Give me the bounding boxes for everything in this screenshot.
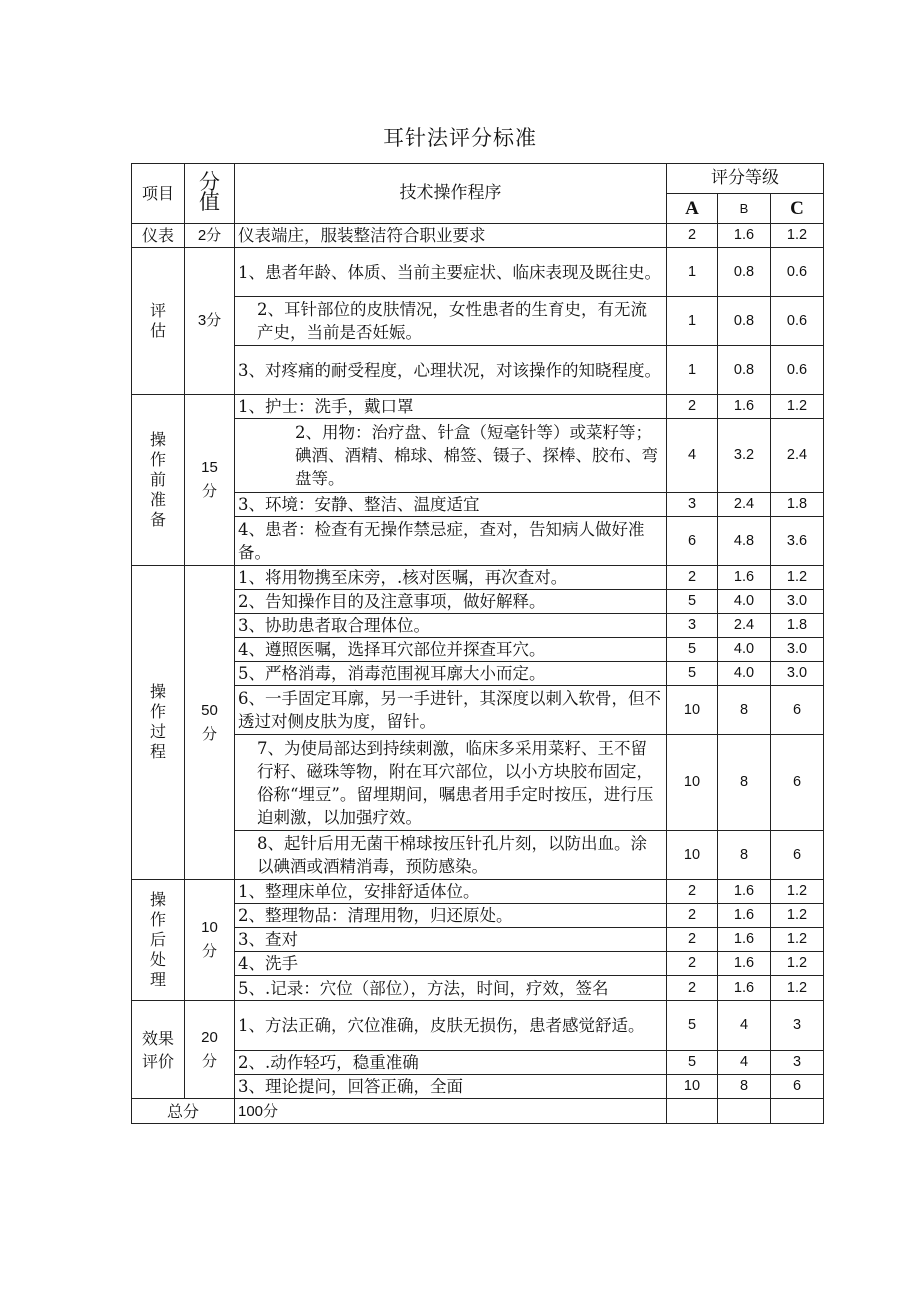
evaluation-score: 20分: [185, 1001, 235, 1099]
appearance-grade-a: 2: [667, 224, 718, 248]
preparation-procedure: 2、用物：治疗盘、针盒（短毫针等）或菜籽等；碘酒、酒精、棉球、棉签、镊子、探棒、胶布、弯盘等。: [235, 419, 667, 493]
assessment-grade-b: 0.8: [718, 248, 771, 297]
process-procedure: 8、起针后用无菌干棉球按压针孔片刻，以防出血。涂以碘酒或酒精消毒，预防感染。: [235, 831, 667, 880]
process-row: [132, 590, 824, 614]
assessment-grade-c: 0.6: [771, 297, 824, 346]
process-grade-a: 2: [667, 566, 718, 590]
post-procedure: 5、.记录：穴位（部位），方法，时间，疗效，签名: [235, 976, 667, 1001]
process-grade-c: 1.8: [771, 614, 824, 638]
post-row: [132, 952, 824, 976]
process-grade-b: 8: [718, 686, 771, 735]
evaluation-grade-c: 3: [771, 1001, 824, 1051]
evaluation-grade-a: 10: [667, 1075, 718, 1099]
post-grade-c: 1.2: [771, 928, 824, 952]
header-grade: 评分等级: [667, 164, 824, 194]
process-grade-c: 3.0: [771, 590, 824, 614]
preparation-row: [132, 395, 824, 419]
post-grade-c: 1.2: [771, 952, 824, 976]
total-label: 总分: [132, 1099, 235, 1124]
process-row: [132, 735, 824, 831]
process-grade-b: 4.0: [718, 638, 771, 662]
process-grade-c: 3.0: [771, 638, 824, 662]
process-procedure: 7、为使局部达到持续刺激，临床多采用菜籽、王不留行籽、磁珠等物，附在耳穴部位，以小方块胶布固定，俗称“埋豆”。留埋期间，嘱患者用手定时按压，进行压迫刺激，以加强疗效。: [235, 735, 667, 831]
preparation-grade-c: 1.2: [771, 395, 824, 419]
assessment-row: [132, 248, 824, 297]
assessment-procedure: 2、耳针部位的皮肤情况，女性患者的生育史，有无流产史，当前是否妊娠。: [235, 297, 667, 346]
assessment-grade-c: 0.6: [771, 248, 824, 297]
evaluation-procedure: 2、.动作轻巧，稳重准确: [235, 1051, 667, 1075]
total-row: [132, 1099, 824, 1124]
preparation-grade-c: 2.4: [771, 419, 824, 493]
total-value: 100分: [235, 1099, 667, 1124]
assessment-grade-c: 0.6: [771, 346, 824, 395]
assessment-grade-b: 0.8: [718, 346, 771, 395]
header-row-1: [132, 164, 824, 194]
process-grade-a: 3: [667, 614, 718, 638]
post-procedure: 3、查对: [235, 928, 667, 952]
appearance-score: 2分: [185, 224, 235, 248]
header-grade-c: C: [771, 194, 824, 224]
post-grade-b: 1.6: [718, 904, 771, 928]
process-score: 50分: [185, 566, 235, 880]
preparation-grade-b: 1.6: [718, 395, 771, 419]
preparation-row: [132, 419, 824, 493]
post-grade-a: 2: [667, 952, 718, 976]
process-grade-c: 1.2: [771, 566, 824, 590]
total-grade-b: [718, 1099, 771, 1124]
process-grade-a: 5: [667, 638, 718, 662]
evaluation-row: [132, 1051, 824, 1075]
process-grade-c: 6: [771, 831, 824, 880]
assessment-grade-a: 1: [667, 248, 718, 297]
assessment-row: [132, 297, 824, 346]
evaluation-row: [132, 1075, 824, 1099]
preparation-procedure: 3、环境：安静、整洁、温度适宜: [235, 493, 667, 517]
scoring-table: [131, 163, 824, 1124]
process-procedure: 5、严格消毒，消毒范围视耳廓大小而定。: [235, 662, 667, 686]
appearance-row: [132, 224, 824, 248]
header-grade-b: B: [718, 194, 771, 224]
preparation-grade-c: 1.8: [771, 493, 824, 517]
process-row: [132, 638, 824, 662]
preparation-procedure: 4、患者：检查有无操作禁忌症，查对，告知病人做好准备。: [235, 517, 667, 566]
process-grade-b: 4.0: [718, 590, 771, 614]
header-grade-a: A: [667, 194, 718, 224]
post-grade-c: 1.2: [771, 904, 824, 928]
preparation-grade-a: 3: [667, 493, 718, 517]
preparation-grade-b: 3.2: [718, 419, 771, 493]
process-row: [132, 566, 824, 590]
process-procedure: 4、遵照医嘱，选择耳穴部位并探查耳穴。: [235, 638, 667, 662]
evaluation-procedure: 1、方法正确，穴位准确，皮肤无损伤，患者感觉舒适。: [235, 1001, 667, 1051]
appearance-item: 仪表: [132, 224, 185, 248]
post-grade-b: 1.6: [718, 976, 771, 1001]
post-grade-b: 1.6: [718, 928, 771, 952]
process-grade-a: 5: [667, 662, 718, 686]
process-item: 操作过程: [132, 566, 185, 880]
assessment-grade-a: 1: [667, 297, 718, 346]
preparation-grade-b: 2.4: [718, 493, 771, 517]
evaluation-grade-c: 6: [771, 1075, 824, 1099]
assessment-grade-a: 1: [667, 346, 718, 395]
process-row: [132, 686, 824, 735]
assessment-grade-b: 0.8: [718, 297, 771, 346]
evaluation-grade-c: 3: [771, 1051, 824, 1075]
process-procedure: 3、协助患者取合理体位。: [235, 614, 667, 638]
header-score: 分值: [185, 164, 235, 224]
process-procedure: 1、将用物携至床旁，.核对医嘱，再次查对。: [235, 566, 667, 590]
post-grade-c: 1.2: [771, 976, 824, 1001]
evaluation-item: 效果评价: [132, 1001, 185, 1099]
evaluation-grade-b: 8: [718, 1075, 771, 1099]
process-grade-b: 4.0: [718, 662, 771, 686]
appearance-procedure: 仪表端庄，服装整洁符合职业要求: [235, 224, 667, 248]
preparation-grade-c: 3.6: [771, 517, 824, 566]
assessment-item: 评估: [132, 248, 185, 395]
evaluation-grade-a: 5: [667, 1001, 718, 1051]
total-grade-a: [667, 1099, 718, 1124]
post-procedure: 2、整理物品：清理用物，归还原处。: [235, 904, 667, 928]
post-grade-b: 1.6: [718, 880, 771, 904]
process-grade-b: 8: [718, 831, 771, 880]
evaluation-procedure: 3、理论提问，回答正确，全面: [235, 1075, 667, 1099]
appearance-grade-b: 1.6: [718, 224, 771, 248]
process-grade-b: 8: [718, 735, 771, 831]
process-row: [132, 662, 824, 686]
post-item: 操作后处理: [132, 880, 185, 1001]
post-grade-a: 2: [667, 904, 718, 928]
assessment-score: 3分: [185, 248, 235, 395]
post-procedure: 1、整理床单位，安排舒适体位。: [235, 880, 667, 904]
preparation-grade-a: 6: [667, 517, 718, 566]
process-grade-c: 6: [771, 686, 824, 735]
process-grade-b: 1.6: [718, 566, 771, 590]
preparation-grade-b: 4.8: [718, 517, 771, 566]
post-row: [132, 928, 824, 952]
post-grade-a: 2: [667, 880, 718, 904]
process-row: [132, 831, 824, 880]
post-grade-a: 2: [667, 976, 718, 1001]
preparation-row: [132, 517, 824, 566]
post-row: [132, 976, 824, 1001]
preparation-item: 操作前准备: [132, 395, 185, 566]
process-procedure: 2、告知操作目的及注意事项，做好解释。: [235, 590, 667, 614]
preparation-score: 15分: [185, 395, 235, 566]
process-grade-c: 3.0: [771, 662, 824, 686]
post-procedure: 4、洗手: [235, 952, 667, 976]
evaluation-grade-a: 5: [667, 1051, 718, 1075]
preparation-grade-a: 4: [667, 419, 718, 493]
total-grade-c: [771, 1099, 824, 1124]
process-grade-a: 10: [667, 831, 718, 880]
post-grade-c: 1.2: [771, 880, 824, 904]
process-grade-a: 10: [667, 686, 718, 735]
preparation-row: [132, 493, 824, 517]
post-score: 10分: [185, 880, 235, 1001]
preparation-procedure: 1、护士：洗手，戴口罩: [235, 395, 667, 419]
process-procedure: 6、一手固定耳廓，另一手进针，其深度以刺入软骨，但不透过对侧皮肤为度，留针。: [235, 686, 667, 735]
evaluation-row: [132, 1001, 824, 1051]
header-item: 项目: [132, 164, 185, 224]
post-row: [132, 904, 824, 928]
assessment-procedure: 1、患者年龄、体质、当前主要症状、临床表现及既往史。: [235, 248, 667, 297]
appearance-grade-c: 1.2: [771, 224, 824, 248]
process-grade-c: 6: [771, 735, 824, 831]
post-row: [132, 880, 824, 904]
header-procedure: 技术操作程序: [235, 164, 667, 224]
page-title: 耳针法评分标准: [383, 126, 537, 150]
post-grade-a: 2: [667, 928, 718, 952]
process-grade-a: 5: [667, 590, 718, 614]
post-grade-b: 1.6: [718, 952, 771, 976]
assessment-procedure: 3、对疼痛的耐受程度，心理状况，对该操作的知晓程度。: [235, 346, 667, 395]
assessment-row: [132, 346, 824, 395]
process-grade-a: 10: [667, 735, 718, 831]
process-row: [132, 614, 824, 638]
preparation-grade-a: 2: [667, 395, 718, 419]
evaluation-grade-b: 4: [718, 1051, 771, 1075]
process-grade-b: 2.4: [718, 614, 771, 638]
evaluation-grade-b: 4: [718, 1001, 771, 1051]
